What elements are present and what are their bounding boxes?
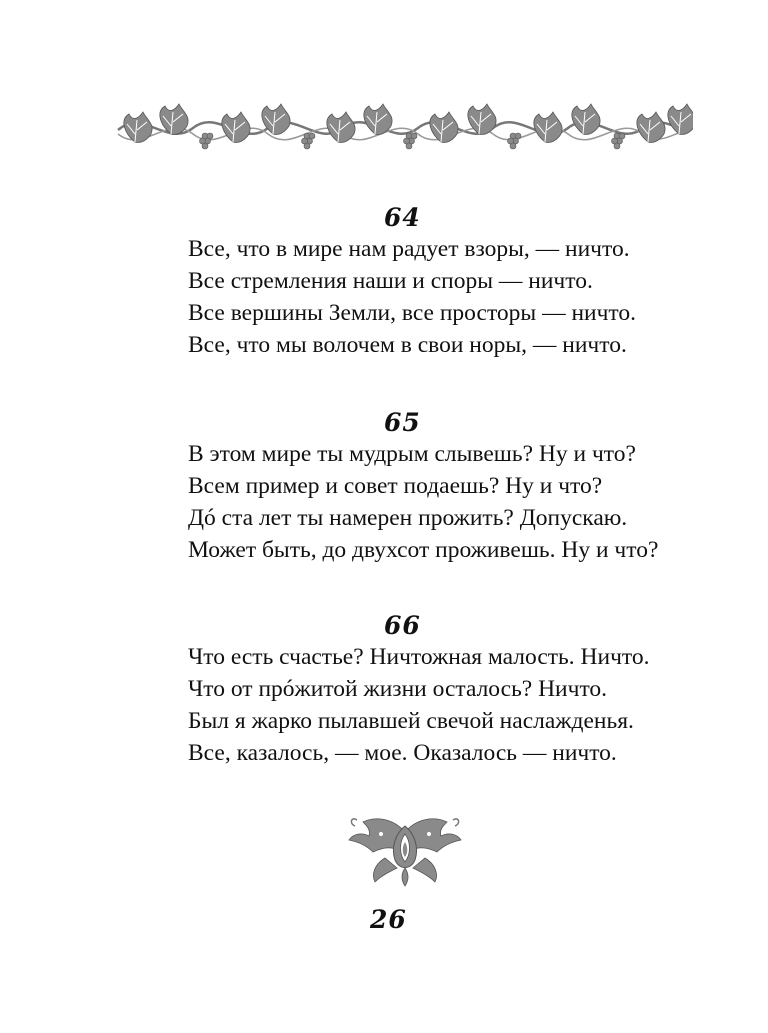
- poem-number: 64: [384, 203, 421, 232]
- poem-line: Что есть счастье? Ничтожная малость. Ничто.: [188, 644, 650, 670]
- poem-line: Все стремления наши и споры — ничто.: [188, 268, 593, 294]
- page-number: 26: [370, 905, 407, 934]
- poem-line: Дó ста лет ты намерен прожить? Допускаю.: [188, 505, 628, 531]
- poem-number: 66: [384, 611, 421, 640]
- poem-line: В этом мире ты мудрым слывешь? Ну и что?: [188, 441, 636, 467]
- poem-number: 65: [384, 408, 421, 437]
- poem-line: Может быть, до двухсот проживешь. Ну и что?: [188, 537, 659, 563]
- poem-line: Что от прóжитой жизни осталось? Ничто.: [188, 676, 608, 702]
- poem-line: Все, что мы волочем в свои норы, — ничто.: [188, 332, 627, 358]
- poem-line: Все вершины Земли, все просторы — ничто.: [188, 300, 637, 326]
- poem-line: Все, что в мире нам радует взоры, — ничто.: [188, 236, 630, 262]
- poem-64: [188, 203, 688, 361]
- floral-vignette-ornament: [345, 812, 465, 887]
- poem-65: [188, 408, 688, 566]
- poem-66: [188, 611, 688, 769]
- poem-line: Все, казалось, — мое. Оказалось — ничто.: [188, 740, 617, 766]
- poem-line: Был я жарко пылавшей свечой наслажденья.: [188, 708, 634, 734]
- vine-border-ornament: [113, 98, 693, 158]
- poem-line: Всем пример и совет подаешь? Ну и что?: [188, 473, 603, 499]
